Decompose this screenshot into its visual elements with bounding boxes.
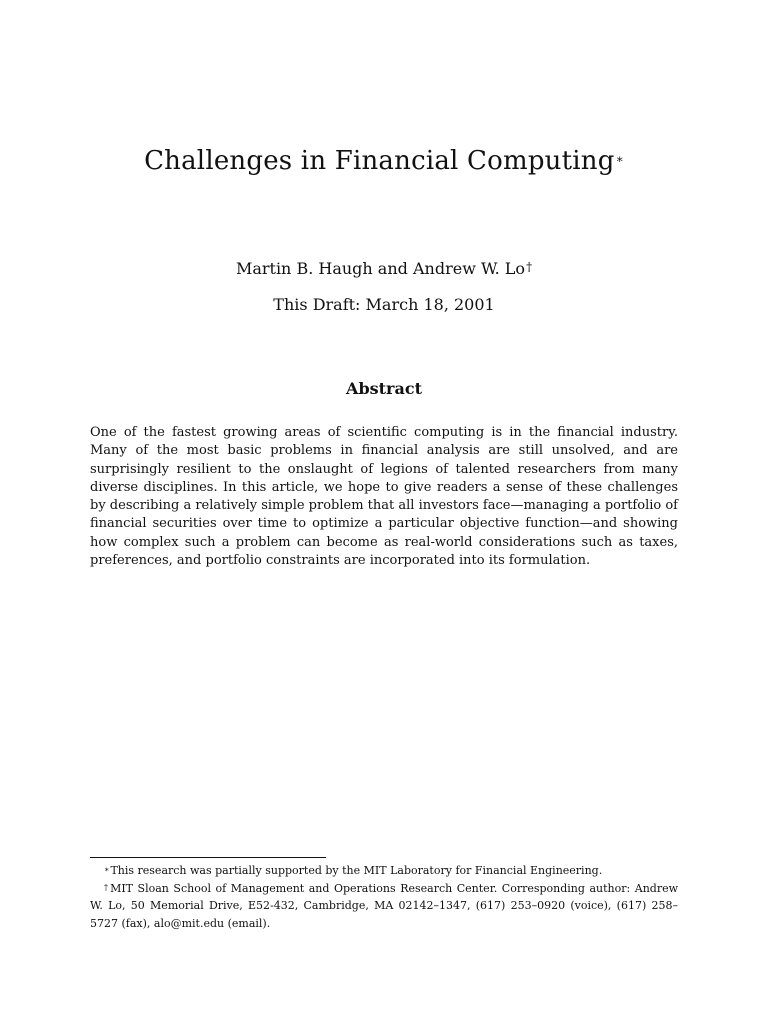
footnote-affiliation bbox=[90, 880, 678, 933]
footnote-text: This research was partially supported by the MIT Laboratory for Financial Engineering. bbox=[110, 864, 603, 877]
footnote-mark: ∗ bbox=[104, 865, 110, 874]
paper-title bbox=[0, 144, 768, 178]
draft-date: This Draft: March 18, 2001 bbox=[273, 295, 495, 314]
authors-footnote-mark: † bbox=[526, 260, 533, 274]
abstract-heading: Abstract bbox=[346, 379, 422, 398]
authors-text: Martin B. Haugh and Andrew W. Lo bbox=[235, 259, 526, 278]
paper-title-text: Challenges in Financial Computing bbox=[144, 146, 615, 176]
footnote-mark: † bbox=[104, 882, 110, 892]
paper-authors bbox=[0, 258, 768, 280]
footnote-separator bbox=[90, 857, 326, 858]
title-footnote-mark: ∗ bbox=[615, 152, 624, 166]
abstract-body: One of the fastest growing areas of scientific computing is in the financial industry. Many of the most basic problems in financial analysis are still unsolved, and are surprisingly resilient to the onslaught of legions of talented researchers from many diverse disciplines. In this article, we hope to give readers a sense of these challenges by describing a relatively simple problem that all investors face—managing a portfolio of financial securities over time to optimize a particular objective function—and showing how complex such a problem can become as real-world considerations such as taxes, preferences, and portfolio constraints are incorporated into its formulation. bbox=[90, 425, 678, 569]
footnote-funding bbox=[90, 862, 678, 880]
footnote-text: MIT Sloan School of Management and Operations Research Center. Corresponding author: Andrew W. Lo, 50 Memorial Drive, E52-432, Cambridge, MA 02142–1347, (617) 253–0920 (voice), (617) 258–5727 (fax), alo@mit.edu (email). bbox=[90, 881, 679, 930]
footnotes bbox=[90, 862, 678, 932]
